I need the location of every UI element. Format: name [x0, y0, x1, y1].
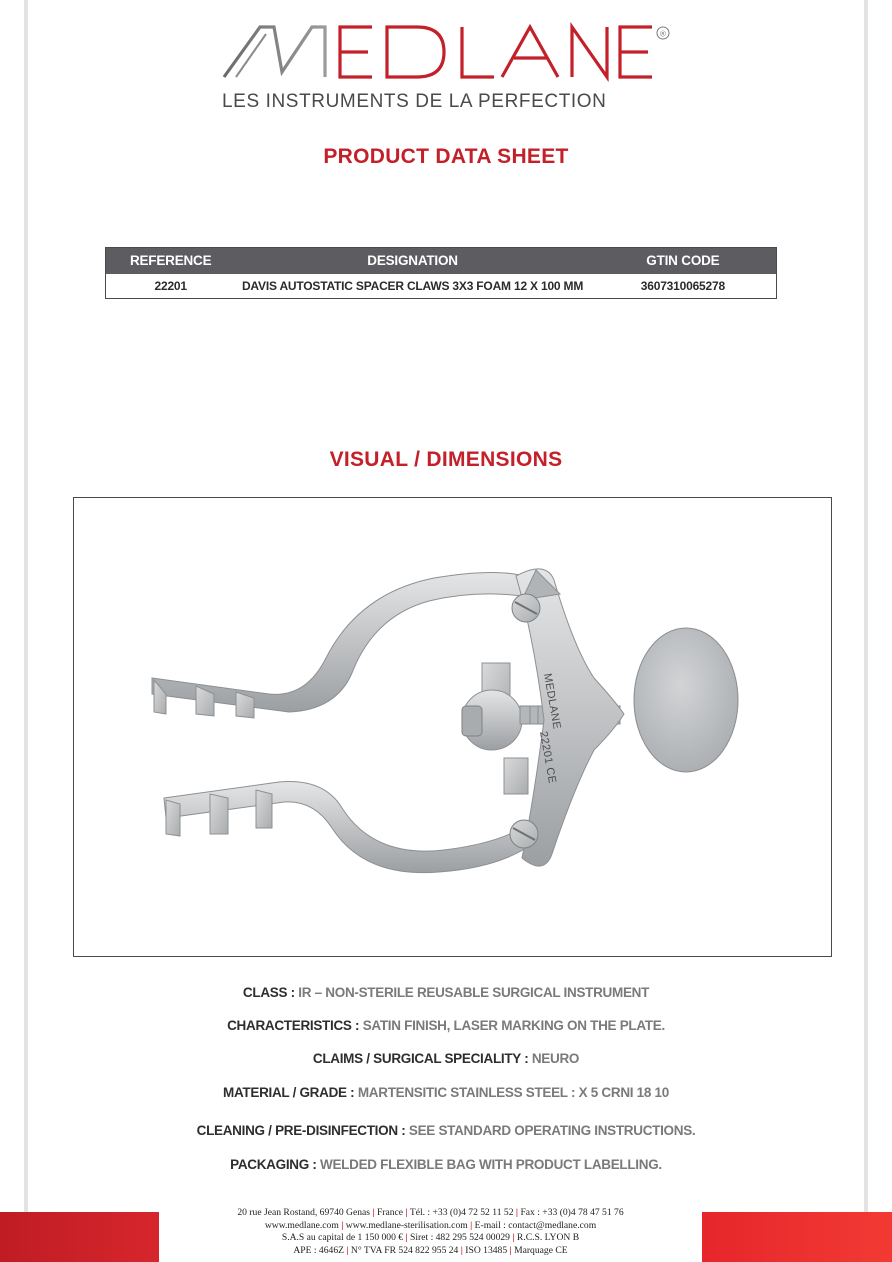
table-row	[106, 274, 777, 299]
footer-line-registration: APE : 4646Z | N° TVA FR 524 822 955 24 | ISO 13485 | Marquage CE	[293, 1244, 568, 1256]
website-link[interactable]: www.medlane.com	[264, 1219, 339, 1231]
footer-line-address: 20 rue Jean Rostand, 69740 Genas | France | Tél. : +33 (0)4 72 52 11 52 | Fax : +33 (0)4 78 47 51 76	[237, 1207, 624, 1218]
footer-line-legal: S.A.S au capital de 1 150 000 € | Siret : 482 295 524 00029 | R.C.S. LYON B	[281, 1232, 580, 1243]
medlane-logo	[222, 22, 672, 122]
footer-red-bar-left	[0, 1212, 159, 1262]
cell-gtin-code: 3607310065278	[590, 274, 777, 299]
header-reference: REFERENCE	[106, 248, 236, 274]
spec-packaging: PACKAGING : WELDED FLEXIBLE BAG WITH PRODUCT LABELLING.	[230, 1157, 662, 1172]
page-frame-left	[24, 0, 28, 1262]
registered-mark: ®	[660, 29, 666, 39]
page-frame-right	[864, 0, 868, 1262]
product-image-frame	[73, 497, 832, 957]
engraving-reference: 22201 CE	[537, 730, 559, 785]
spec-cleaning: CLEANING / PRE-DISINFECTION : SEE STANDARD OPERATING INSTRUCTIONS.	[196, 1123, 696, 1138]
footer-line-web: www.medlane.com | www.medlane-sterilisation.com | E-mail : contact@medlane.com	[264, 1219, 597, 1231]
email-link[interactable]: E-mail : contact@medlane.com	[474, 1219, 597, 1231]
spec-characteristics: CHARACTERISTICS : SATIN FINISH, LASER MARKING ON THE PLATE.	[227, 1018, 665, 1033]
cell-designation: DAVIS AUTOSTATIC SPACER CLAWS 3X3 FOAM 12 X 100 MM	[235, 274, 589, 299]
reference-table	[105, 247, 777, 299]
medlane-logo-mark	[222, 22, 672, 92]
footer-red-bar-right	[702, 1212, 892, 1262]
retractor-instrument-image	[74, 498, 832, 957]
spec-material: MATERIAL / GRADE : MARTENSITIC STAINLESS STEEL : X 5 CRNI 18 10	[223, 1085, 669, 1100]
engraving-brand: MEDLANE	[541, 672, 563, 731]
footer-company-info	[160, 1207, 701, 1257]
cell-reference: 22201	[106, 274, 236, 299]
table-header-row	[106, 248, 777, 274]
header-designation: DESIGNATION	[235, 248, 589, 274]
sterilisation-website-link[interactable]: www.medlane-sterilisation.com	[345, 1219, 468, 1231]
visual-dimensions-title: VISUAL / DIMENSIONS	[329, 448, 563, 471]
product-data-sheet-title: PRODUCT DATA SHEET	[323, 145, 569, 168]
spec-claims: CLAIMS / SURGICAL SPECIALITY : NEURO	[312, 1051, 580, 1066]
spec-class: CLASS : IR – NON-STERILE REUSABLE SURGICAL INSTRUMENT	[242, 985, 650, 1000]
brand-tagline: LES INSTRUMENTS DE LA PERFECTION	[222, 91, 607, 112]
header-gtin-code: GTIN CODE	[590, 248, 777, 274]
